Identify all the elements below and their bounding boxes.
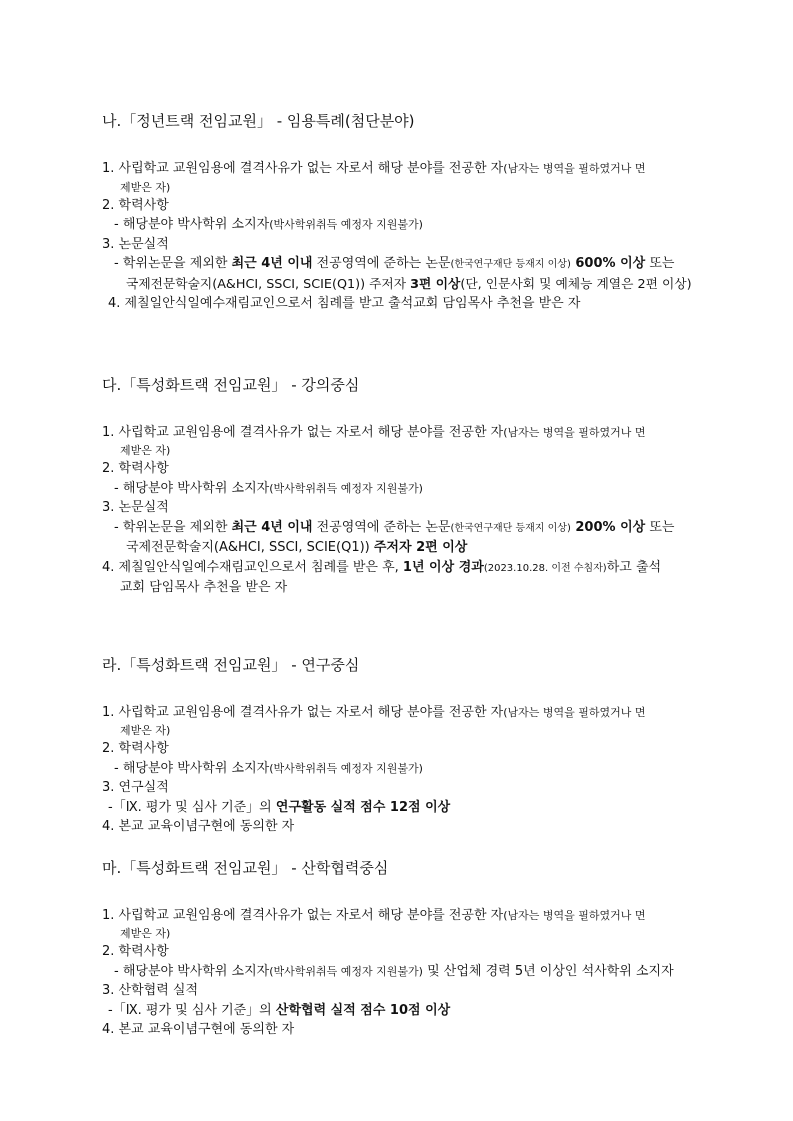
requirement-item-1-cont: 제받은 자) (120, 927, 171, 940)
requirement-item-2: 2. 학력사항 (102, 944, 169, 959)
requirement-item-1: 1. 사립학교 교원임용에 결격사유가 없는 자로서 해당 분야를 전공한 자(남자는 병역을 필하였거나 면 (102, 704, 646, 720)
requirement-item-3-detail: - 학위논문을 제외한 최근 4년 이내 전공영역에 준하는 논문(한국연구재단 등재지 이상) 200% 이상 또는 (114, 519, 675, 535)
requirement-item-2: 2. 학력사항 (102, 741, 169, 756)
requirement-item-2: 2. 학력사항 (102, 197, 169, 213)
section-teaching-track (102, 374, 697, 598)
section-industry-track (102, 857, 697, 1040)
requirement-item-4: 4. 제칠일안식일예수재림교인으로서 침례를 받은 후, 1년 이상 경과(2023.10.28. 이전 수침자)하고 출석 (102, 559, 662, 575)
section-tenure-track (102, 110, 697, 314)
requirement-item-1: 1. 사립학교 교원임용에 결격사유가 없는 자로서 해당 분야를 전공한 자(남자는 병역을 필하였거나 면 (102, 161, 646, 176)
requirement-item-1: 1. 사립학교 교원임용에 결격사유가 없는 자로서 해당 분야를 전공한 자(남자는 병역을 필하였거나 면 (102, 907, 646, 923)
requirement-item-3: 3. 산학협력 실적 (102, 983, 199, 998)
requirement-item-3: 3. 연구실적 (102, 780, 169, 795)
section-title: 나.「정년트랙 전임교원」 - 임용특례(첨단분야) (102, 112, 415, 130)
requirement-item-3-detail-cont: 국제전문학술지(A&HCI, SSCI, SCIE(Q1)) 주저자 2편 이상 (126, 540, 468, 555)
requirement-item-3-detail: - 학위논문을 제외한 최근 4년 이내 전공영역에 준하는 논문(한국연구재단 등재지 이상) 600% 이상 또는 (114, 256, 675, 271)
requirement-item-4: 4. 본교 교육이념구현에 동의한 자 (102, 819, 295, 834)
requirement-item-3-detail: -「Ⅸ. 평가 및 심사 기준」의 연구활동 실적 점수 12점 이상 (108, 799, 451, 815)
requirement-item-3: 3. 논문실적 (102, 500, 169, 515)
requirement-item-2: 2. 학력사항 (102, 461, 169, 476)
requirement-item-4: 4. 제칠일안식일예수재림교인으로서 침례를 받고 출석교회 담임목사 추천을 받은 자 (108, 296, 581, 311)
requirement-item-2-detail: - 해당분야 박사학위 소지자(박사학위취득 예정자 지원불가) 및 산업체 경력 5년 이상인 석사학위 소지자 (114, 963, 674, 979)
requirement-item-3-detail-cont: 국제전문학술지(A&HCI, SSCI, SCIE(Q1)) 주저자 3편 이상(단, 인문사회 및 예체능 계열은 2편 이상) (126, 276, 692, 292)
section-title: 마.「특성화트랙 전임교원」 - 산학협력중심 (102, 858, 389, 877)
requirement-item-2-detail: - 해당분야 박사학위 소지자(박사학위취득 예정자 지원불가) (114, 217, 423, 232)
requirement-item-1-cont: 제받은 자) (120, 444, 171, 457)
section-title: 다.「특성화트랙 전임교원」 - 강의중심 (102, 375, 360, 394)
requirement-item-3: 3. 논문실적 (102, 236, 169, 252)
requirement-item-4: 4. 본교 교육이념구현에 동의한 자 (102, 1022, 295, 1037)
requirement-item-1-cont: 제받은 자) (120, 180, 171, 194)
section-research-track (102, 654, 697, 837)
requirement-item-2-detail: - 해당분야 박사학위 소지자(박사학위취득 예정자 지원불가) (114, 760, 423, 776)
requirement-item-2-detail: - 해당분야 박사학위 소지자(박사학위취득 예정자 지원불가) (114, 480, 423, 496)
section-title: 라.「특성화트랙 전임교원」 - 연구중심 (102, 655, 360, 674)
requirement-item-1-cont: 제받은 자) (120, 724, 171, 737)
requirement-item-1: 1. 사립학교 교원임용에 결격사유가 없는 자로서 해당 분야를 전공한 자(남자는 병역을 필하였거나 면 (102, 424, 646, 440)
requirement-item-3-detail: -「Ⅸ. 평가 및 심사 기준」의 산학협력 실적 점수 10점 이상 (108, 1002, 451, 1018)
requirement-item-4-cont: 교회 담임목사 추천을 받은 자 (120, 580, 288, 595)
